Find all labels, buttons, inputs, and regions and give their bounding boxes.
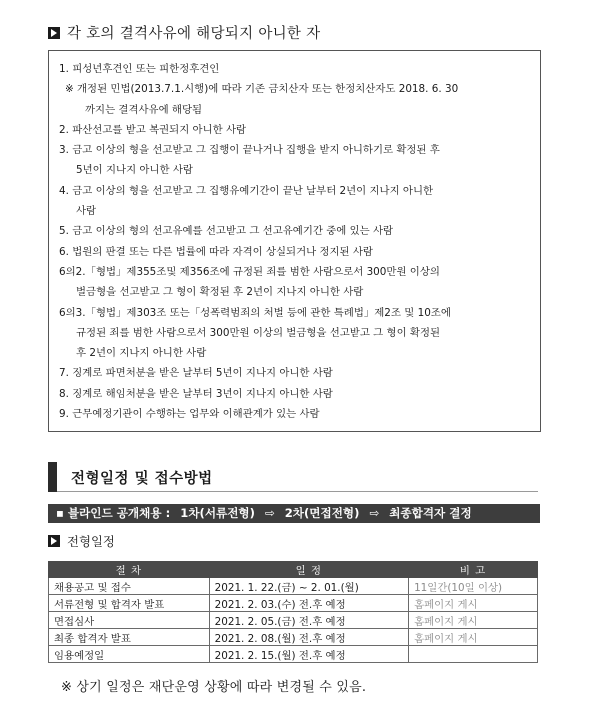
- list-item: 3. 금고 이상의 형을 선고받고 그 집행이 끝나거나 집행을 받지 아니하기로 확정된 후: [59, 144, 440, 157]
- cell-date: 2021. 2. 08.(월) 전.후 예정: [209, 629, 408, 646]
- flow-arrow-icon: ⇨: [369, 506, 380, 520]
- cell-remark: 11일간(10일 이상): [409, 578, 538, 595]
- table-header-row: [49, 562, 538, 578]
- list-item-cont: 규정된 죄를 범한 사람으로서 300만원 이상의 벌금형을 선고받고 그 형이 확정된: [76, 326, 441, 339]
- col-header-step: 절 차: [49, 562, 210, 578]
- list-item: 6의2.「형법」제355조및 제356조에 규정된 죄를 범한 사람으로서 300만원 이상의: [59, 265, 440, 278]
- flow-step-1: 1차(서류전형): [180, 506, 255, 520]
- list-item: 2. 파산선고를 받고 복권되지 아니한 사람: [59, 123, 247, 136]
- list-note-cont: 까지는 결격사유에 해당됨: [85, 103, 203, 116]
- list-note: ※ 개정된 민법(2013.7.1.시행)에 따라 기존 금치산자 또는 한정치산자도 2018. 6. 30: [65, 83, 459, 96]
- arrow-box-icon: [48, 27, 60, 39]
- list-item: 1. 피성년후견인 또는 피한정후견인: [59, 63, 220, 75]
- schedule-table: [48, 561, 538, 663]
- schedule-note: ※ 상기 일정은 재단운영 상황에 따라 변경될 수 있음.: [61, 680, 367, 695]
- cell-remark: 홈페이지 게시: [409, 612, 538, 629]
- schedule-heading-text: 전형일정: [67, 534, 115, 549]
- disqualification-box: [48, 50, 541, 432]
- table-row: [49, 629, 538, 646]
- list-item: 6. 법원의 판결 또는 다른 법률에 따라 자격이 상실되거나 정지된 사람: [59, 245, 373, 258]
- list-item: 5. 금고 이상의 형의 선고유예를 선고받고 그 선고유예기간 중에 있는 사람: [59, 225, 394, 238]
- cell-step: 서류전형 및 합격자 발표: [49, 595, 210, 612]
- list-item-cont: 5년이 지나지 아니한 사람: [76, 164, 193, 177]
- cell-date: 2021. 2. 15.(월) 전.후 예정: [209, 646, 408, 663]
- list-item-cont: 벌금형을 선고받고 그 형이 확정된 후 2년이 지나지 아니한 사람: [76, 286, 364, 299]
- flow-step-2: 2차(면접전형): [284, 506, 360, 520]
- col-header-date: 일 정: [209, 562, 408, 578]
- recruitment-flow-bar: [48, 504, 540, 523]
- table-row: [49, 646, 538, 663]
- section-title-band: [48, 462, 538, 492]
- table-row: [49, 578, 538, 595]
- table-row: [49, 595, 538, 612]
- flow-step-3: 최종합격자 결정: [389, 506, 472, 520]
- list-item: 7. 징계로 파면처분을 받은 날부터 5년이 지나지 아니한 사람: [59, 367, 333, 380]
- disqualification-heading-text: 각 호의 결격사유에 해당되지 아니한 자: [67, 26, 321, 42]
- cell-step: 면접심사: [49, 612, 210, 629]
- table-row: [49, 612, 538, 629]
- list-item-cont: 후 2년이 지나지 아니한 사람: [76, 347, 207, 360]
- list-item: 4. 금고 이상의 형을 선고받고 그 집행유예기간이 끝난 날부터 2년이 지나지 아니한: [59, 184, 434, 197]
- cell-remark: 홈페이지 게시: [409, 595, 538, 612]
- flow-arrow-icon: ⇨: [264, 506, 275, 520]
- cell-remark: 홈페이지 게시: [409, 629, 538, 646]
- col-header-remark: 비 고: [409, 562, 538, 578]
- list-item: 6의3.「형법」제303조 또는「성폭력범죄의 처벌 등에 관한 특례법」제2조 및 10조에: [59, 306, 451, 319]
- flow-prefix: ▪ 블라인드 공개채용 :: [56, 506, 171, 520]
- cell-step: 최종 합격자 발표: [49, 629, 210, 646]
- disqualification-heading: [48, 22, 320, 43]
- cell-date: 2021. 1. 22.(금) ~ 2. 01.(월): [209, 578, 408, 595]
- list-item: 8. 징계로 해임처분을 받은 날부터 3년이 지나지 아니한 사람: [59, 387, 333, 400]
- cell-remark: [409, 646, 538, 663]
- list-item: 9. 근무예정기관이 수행하는 업무와 이해관계가 있는 사람: [59, 408, 320, 421]
- cell-date: 2021. 2. 05.(금) 전.후 예정: [209, 612, 408, 629]
- schedule-heading: [48, 532, 115, 550]
- cell-step: 임용예정일: [49, 646, 210, 663]
- list-item-cont: 사람: [76, 205, 97, 218]
- section-title: 전형일정 및 접수방법: [71, 471, 213, 487]
- section-title-bar: [48, 462, 57, 492]
- cell-step: 채용공고 및 접수: [49, 578, 210, 595]
- arrow-box-icon: [48, 535, 60, 547]
- cell-date: 2021. 2. 03.(수) 전.후 예정: [209, 595, 408, 612]
